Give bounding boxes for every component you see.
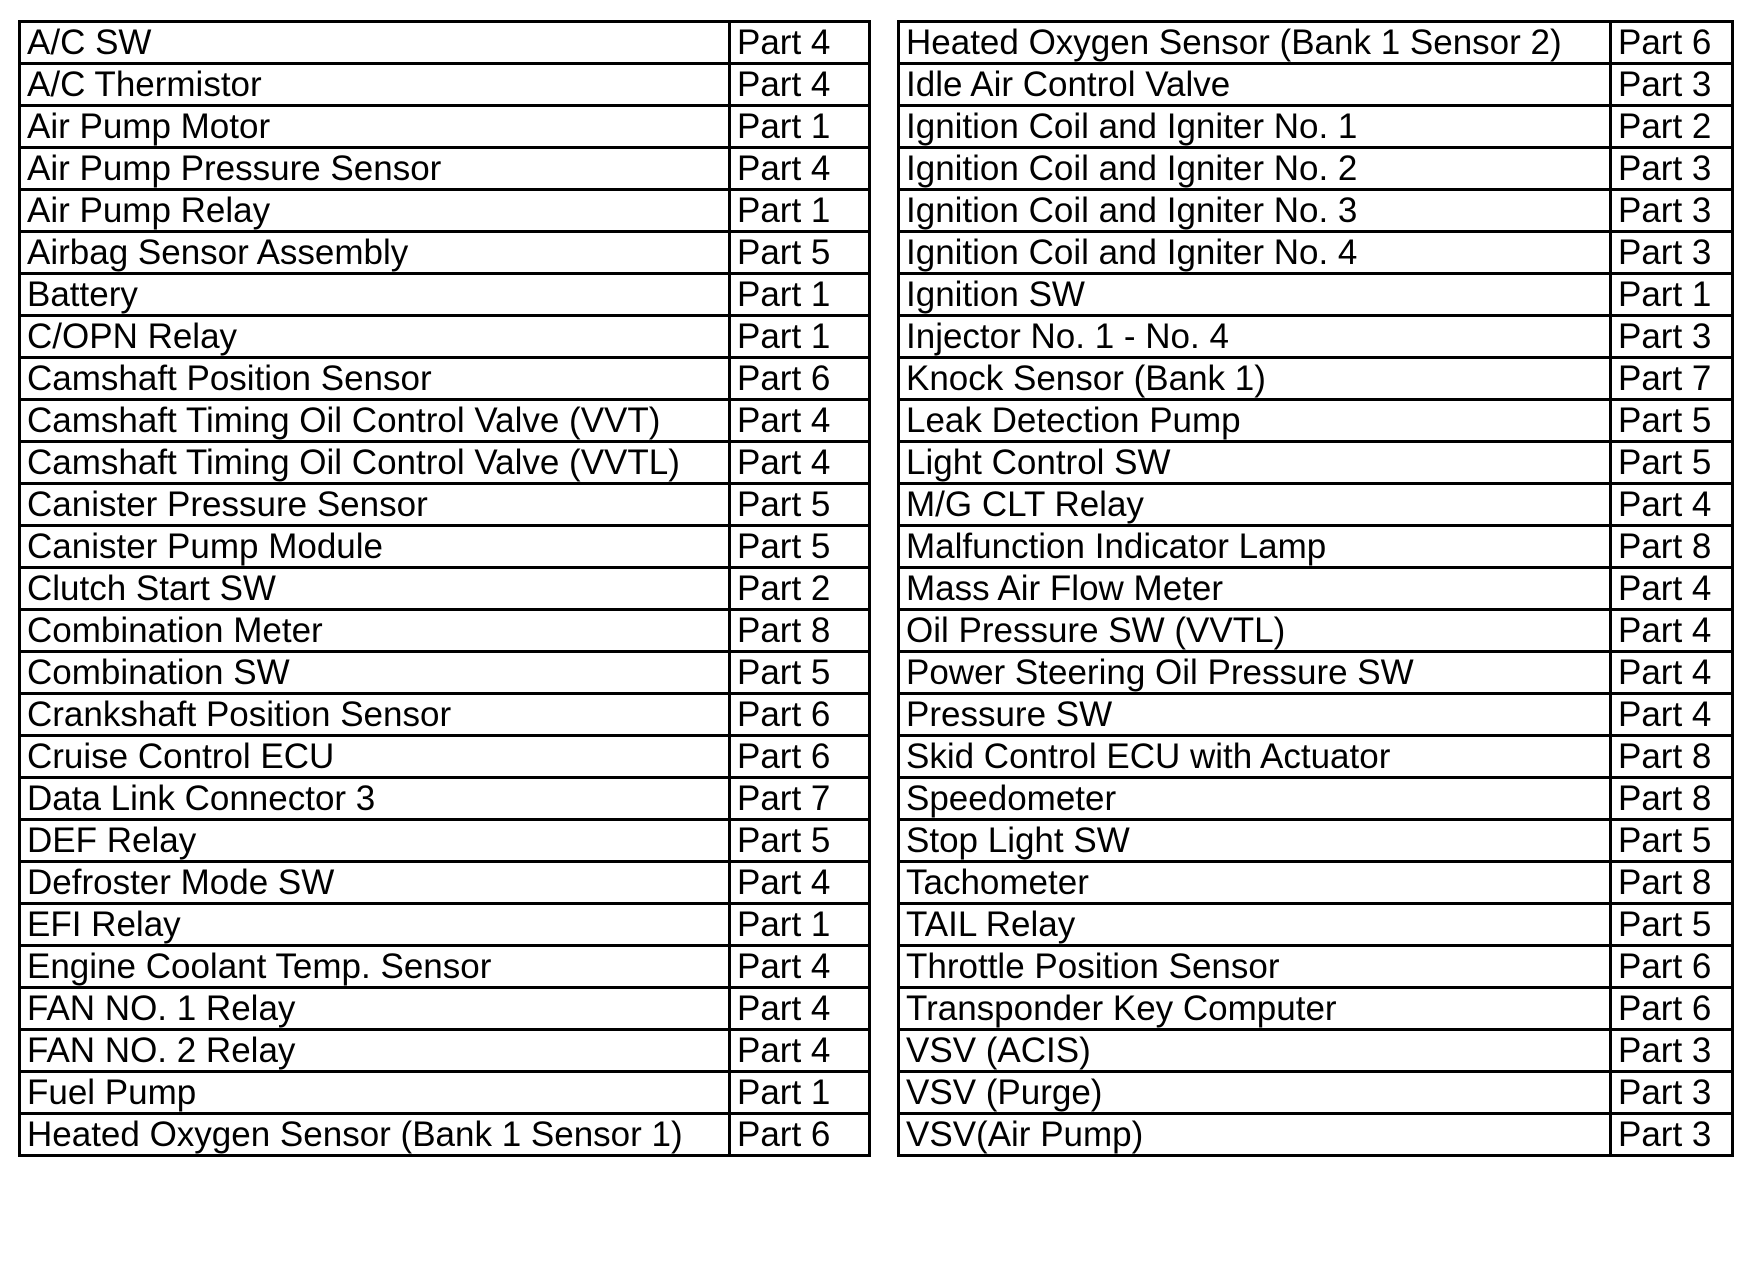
table-row [899,736,1733,778]
part-reference-cell: Part 8 [1611,862,1733,904]
component-name-cell: VSV (ACIS) [899,1030,1611,1072]
table-row [20,400,870,442]
component-name-cell: TAIL Relay [899,904,1611,946]
table-row [899,820,1733,862]
table-row [20,232,870,274]
part-reference-cell: Part 4 [730,148,870,190]
part-reference-cell: Part 5 [730,232,870,274]
table-row [899,904,1733,946]
part-reference-cell: Part 1 [730,274,870,316]
component-name-cell: Mass Air Flow Meter [899,568,1611,610]
part-reference-cell: Part 8 [1611,526,1733,568]
table-row [20,736,870,778]
component-name-cell: Crankshaft Position Sensor [20,694,730,736]
component-name-cell: Ignition Coil and Igniter No. 4 [899,232,1611,274]
part-reference-cell: Part 3 [1611,64,1733,106]
part-reference-cell: Part 5 [1611,400,1733,442]
component-name-cell: Idle Air Control Valve [899,64,1611,106]
component-name-cell: Ignition Coil and Igniter No. 2 [899,148,1611,190]
component-name-cell: VSV (Purge) [899,1072,1611,1114]
component-index-table-right [897,20,1734,1157]
component-name-cell: Knock Sensor (Bank 1) [899,358,1611,400]
table-row [899,778,1733,820]
part-reference-cell: Part 7 [730,778,870,820]
component-name-cell: Data Link Connector 3 [20,778,730,820]
table-row [20,274,870,316]
table-row [20,1114,870,1156]
part-reference-cell: Part 5 [1611,904,1733,946]
part-reference-cell: Part 3 [1611,1030,1733,1072]
component-name-cell: A/C Thermistor [20,64,730,106]
part-reference-cell: Part 3 [1611,190,1733,232]
table-row [899,652,1733,694]
table-row [20,1030,870,1072]
table-row [899,148,1733,190]
component-name-cell: Malfunction Indicator Lamp [899,526,1611,568]
part-reference-cell: Part 5 [1611,442,1733,484]
part-reference-cell: Part 6 [1611,946,1733,988]
component-name-cell: Power Steering Oil Pressure SW [899,652,1611,694]
part-reference-cell: Part 3 [1611,148,1733,190]
table-row [20,64,870,106]
table-row [899,232,1733,274]
table-row [899,316,1733,358]
component-index-table-left [18,20,871,1157]
table-row [899,442,1733,484]
component-name-cell: C/OPN Relay [20,316,730,358]
part-reference-cell: Part 6 [1611,988,1733,1030]
component-name-cell: Camshaft Position Sensor [20,358,730,400]
part-reference-cell: Part 4 [1611,694,1733,736]
component-name-cell: Combination SW [20,652,730,694]
part-reference-cell: Part 3 [1611,1072,1733,1114]
part-reference-cell: Part 1 [1611,274,1733,316]
component-name-cell: Engine Coolant Temp. Sensor [20,946,730,988]
component-name-cell: Injector No. 1 - No. 4 [899,316,1611,358]
part-reference-cell: Part 1 [730,316,870,358]
component-name-cell: Leak Detection Pump [899,400,1611,442]
table-row [899,568,1733,610]
table-row [20,862,870,904]
table-row [20,358,870,400]
component-name-cell: Clutch Start SW [20,568,730,610]
table-row [899,358,1733,400]
table-body-left [20,22,870,1156]
table-row [899,1072,1733,1114]
table-row [20,946,870,988]
component-name-cell: Tachometer [899,862,1611,904]
table-row [20,778,870,820]
component-name-cell: Air Pump Motor [20,106,730,148]
part-reference-cell: Part 5 [730,652,870,694]
component-name-cell: EFI Relay [20,904,730,946]
table-row [899,274,1733,316]
component-name-cell: Defroster Mode SW [20,862,730,904]
table-row [899,610,1733,652]
table-row [899,694,1733,736]
table-row [20,820,870,862]
component-name-cell: Canister Pump Module [20,526,730,568]
table-row [20,904,870,946]
part-reference-cell: Part 6 [1611,22,1733,64]
component-name-cell: Airbag Sensor Assembly [20,232,730,274]
table-row [899,1114,1733,1156]
component-name-cell: Fuel Pump [20,1072,730,1114]
table-row [20,148,870,190]
table-row [20,316,870,358]
table-row [20,988,870,1030]
part-reference-cell: Part 1 [730,106,870,148]
component-name-cell: A/C SW [20,22,730,64]
component-name-cell: Battery [20,274,730,316]
part-reference-cell: Part 6 [730,1114,870,1156]
part-reference-cell: Part 4 [730,442,870,484]
part-reference-cell: Part 4 [730,862,870,904]
part-reference-cell: Part 3 [1611,232,1733,274]
component-name-cell: DEF Relay [20,820,730,862]
table-row [20,22,870,64]
table-row [20,484,870,526]
table-row [20,106,870,148]
part-reference-cell: Part 4 [1611,568,1733,610]
component-name-cell: Ignition SW [899,274,1611,316]
component-name-cell: Combination Meter [20,610,730,652]
table-row [899,946,1733,988]
part-reference-cell: Part 4 [1611,484,1733,526]
table-body-right [899,22,1733,1156]
component-name-cell: Stop Light SW [899,820,1611,862]
part-reference-cell: Part 2 [1611,106,1733,148]
component-name-cell: FAN NO. 2 Relay [20,1030,730,1072]
table-row [20,652,870,694]
table-row [899,106,1733,148]
part-reference-cell: Part 5 [730,820,870,862]
part-reference-cell: Part 4 [730,400,870,442]
part-reference-cell: Part 2 [730,568,870,610]
part-reference-cell: Part 3 [1611,316,1733,358]
table-row [899,1030,1733,1072]
part-reference-cell: Part 4 [730,22,870,64]
table-row [20,568,870,610]
component-name-cell: Cruise Control ECU [20,736,730,778]
component-name-cell: Skid Control ECU with Actuator [899,736,1611,778]
part-reference-cell: Part 4 [1611,652,1733,694]
part-reference-cell: Part 1 [730,190,870,232]
part-reference-cell: Part 6 [730,736,870,778]
component-name-cell: FAN NO. 1 Relay [20,988,730,1030]
part-reference-cell: Part 1 [730,904,870,946]
component-name-cell: VSV(Air Pump) [899,1114,1611,1156]
table-row [899,400,1733,442]
table-row [20,190,870,232]
table-row [899,64,1733,106]
table-row [899,526,1733,568]
component-name-cell: Oil Pressure SW (VVTL) [899,610,1611,652]
table-row [20,694,870,736]
component-name-cell: Air Pump Relay [20,190,730,232]
table-row [899,190,1733,232]
component-name-cell: Heated Oxygen Sensor (Bank 1 Sensor 1) [20,1114,730,1156]
part-reference-cell: Part 4 [730,64,870,106]
part-reference-cell: Part 4 [730,946,870,988]
part-reference-cell: Part 5 [730,484,870,526]
part-reference-cell: Part 5 [1611,820,1733,862]
component-name-cell: Transponder Key Computer [899,988,1611,1030]
part-reference-cell: Part 6 [730,358,870,400]
part-reference-cell: Part 4 [730,988,870,1030]
component-name-cell: Air Pump Pressure Sensor [20,148,730,190]
component-name-cell: Heated Oxygen Sensor (Bank 1 Sensor 2) [899,22,1611,64]
table-row [20,610,870,652]
component-name-cell: Pressure SW [899,694,1611,736]
table-row [899,862,1733,904]
component-name-cell: Camshaft Timing Oil Control Valve (VVTL) [20,442,730,484]
component-name-cell: M/G CLT Relay [899,484,1611,526]
component-name-cell: Camshaft Timing Oil Control Valve (VVT) [20,400,730,442]
table-row [20,1072,870,1114]
part-reference-cell: Part 3 [1611,1114,1733,1156]
table-row [899,484,1733,526]
component-name-cell: Ignition Coil and Igniter No. 1 [899,106,1611,148]
part-reference-cell: Part 8 [1611,736,1733,778]
component-name-cell: Ignition Coil and Igniter No. 3 [899,190,1611,232]
component-name-cell: Speedometer [899,778,1611,820]
table-row [899,988,1733,1030]
part-reference-cell: Part 8 [730,610,870,652]
table-row [20,442,870,484]
component-name-cell: Light Control SW [899,442,1611,484]
component-name-cell: Canister Pressure Sensor [20,484,730,526]
part-reference-cell: Part 1 [730,1072,870,1114]
table-row [20,526,870,568]
part-reference-cell: Part 5 [730,526,870,568]
part-reference-cell: Part 4 [1611,610,1733,652]
table-row [899,22,1733,64]
component-name-cell: Throttle Position Sensor [899,946,1611,988]
part-reference-cell: Part 4 [730,1030,870,1072]
part-reference-cell: Part 7 [1611,358,1733,400]
part-reference-cell: Part 6 [730,694,870,736]
part-reference-cell: Part 8 [1611,778,1733,820]
